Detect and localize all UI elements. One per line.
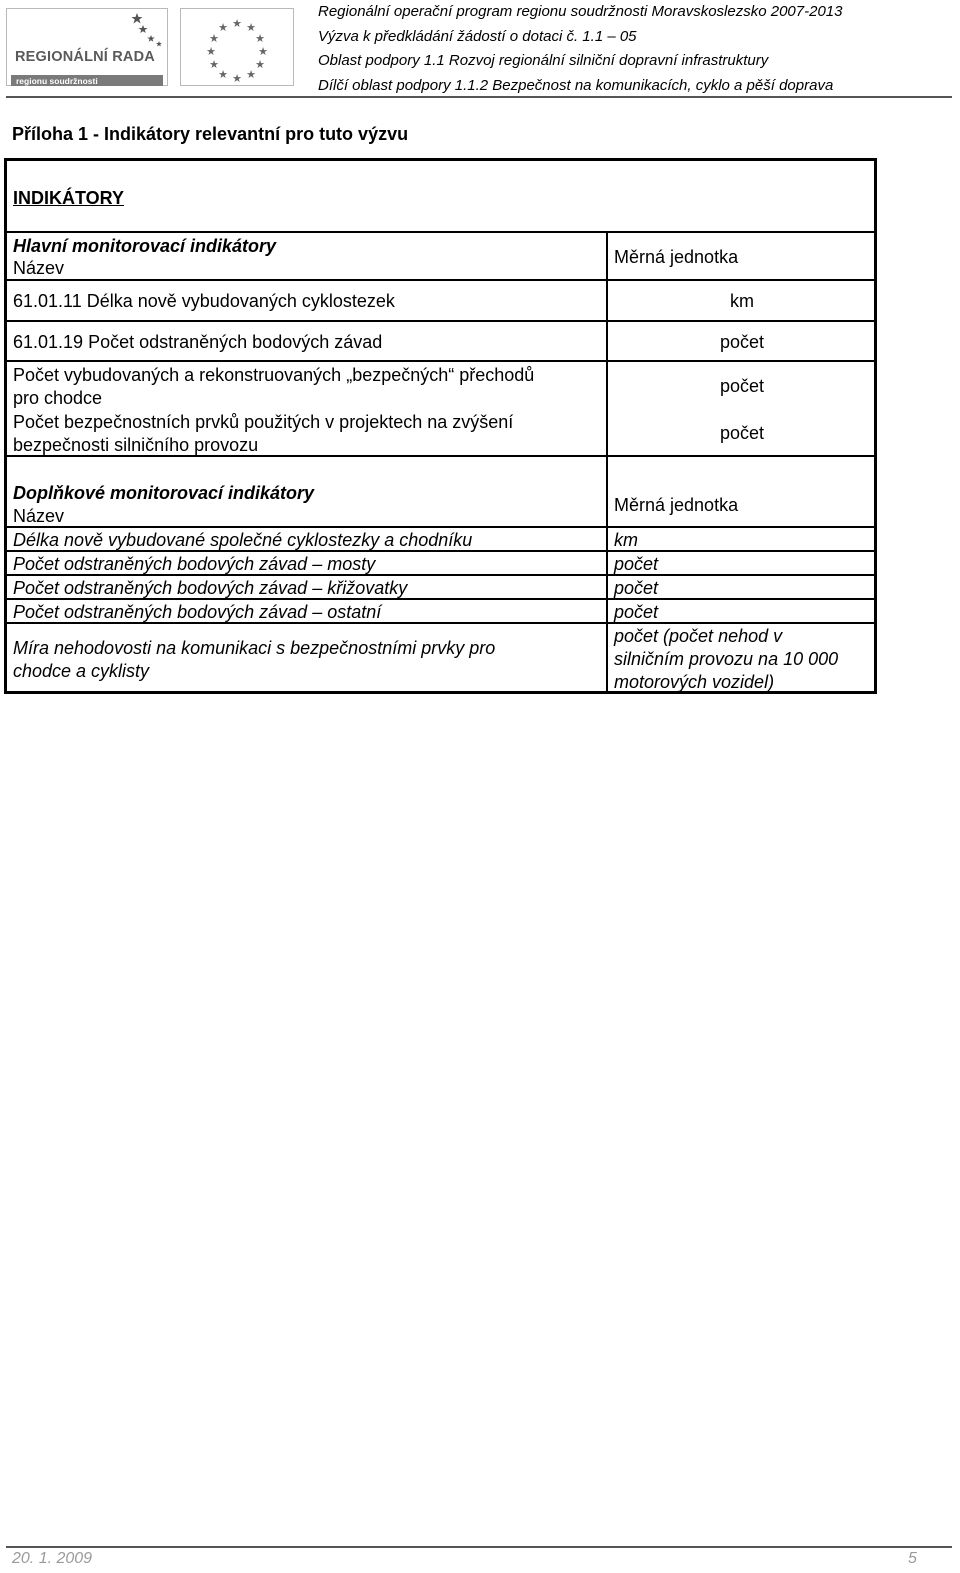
eu-stars-icon xyxy=(107,11,167,51)
supp-row-2-unit: počet xyxy=(614,554,659,574)
main-row-2-unit: počet xyxy=(719,332,765,352)
svg-text:★: ★ xyxy=(246,68,256,81)
supp-row-2-name: Počet odstraněných bodových závad – mosty xyxy=(13,554,376,574)
main-row-4-unit: počet xyxy=(719,423,765,443)
header-divider xyxy=(6,96,952,98)
header-support-area: Oblast podpory 1.1 Rozvoj regionální silniční dopravní infrastruktury xyxy=(318,52,769,69)
svg-text:★: ★ xyxy=(209,58,219,71)
svg-text:★: ★ xyxy=(232,17,242,30)
svg-text:★: ★ xyxy=(206,45,216,58)
main-row-1-unit: km xyxy=(730,291,754,311)
svg-text:★: ★ xyxy=(255,58,265,71)
table-divider xyxy=(7,360,874,362)
supp-row-4-name: Počet odstraněných bodových závad – ostatní xyxy=(13,602,382,622)
supp-row-3-unit: počet xyxy=(614,578,659,598)
main-name-header: Název xyxy=(13,258,65,278)
supp-row-5-unit-line3: motorových vozidel) xyxy=(614,672,775,692)
footer-date: 20. 1. 2009 xyxy=(12,1550,93,1567)
supp-unit-header: Měrná jednotka xyxy=(614,495,739,515)
svg-text:★: ★ xyxy=(218,68,228,81)
main-row-4-name-line1: Počet bezpečnostních prvků použitých v projektech na zvýšení xyxy=(13,412,514,432)
main-row-3-name-line1: Počet vybudovaných a rekonstruovaných „bezpečných“ přechodů xyxy=(13,365,535,385)
supp-row-1-name: Délka nově vybudované společné cyklostezky a chodníku xyxy=(13,530,473,550)
svg-text:★: ★ xyxy=(232,72,242,85)
indicators-table xyxy=(4,158,877,694)
supp-row-1-unit: km xyxy=(614,530,638,550)
main-unit-header: Měrná jednotka xyxy=(614,247,739,267)
svg-text:★: ★ xyxy=(209,32,219,45)
eu-flag-logo xyxy=(180,8,294,86)
header-text-block xyxy=(318,0,842,98)
supp-row-5-name-line2: chodce a cyklisty xyxy=(13,661,150,681)
main-row-2-name: 61.01.19 Počet odstraněných bodových závad xyxy=(13,332,383,352)
supp-row-5-unit-line2: silničním provozu na 10 000 xyxy=(614,649,839,669)
main-row-3-unit: počet xyxy=(719,376,765,396)
header-call: Výzva k předkládání žádostí o dotaci č. 1.1 – 05 xyxy=(318,27,637,45)
footer-divider xyxy=(6,1546,952,1548)
svg-text:★: ★ xyxy=(218,21,228,34)
regionalni-rada-logo xyxy=(6,8,168,96)
table-column-divider xyxy=(606,455,608,691)
main-row-3-name-line2: pro chodce xyxy=(13,388,103,408)
svg-text:★: ★ xyxy=(255,32,265,45)
svg-text:★: ★ xyxy=(258,45,268,58)
svg-text:★: ★ xyxy=(246,21,256,34)
main-row-4-name-line2: bezpečnosti silničního provozu xyxy=(13,435,259,455)
supp-name-header: Název xyxy=(13,506,65,526)
table-divider xyxy=(7,526,874,528)
page-title: Příloha 1 - Indikátory relevantní pro tuto výzvu xyxy=(12,124,409,144)
supp-row-5-unit-line1: počet (počet nehod v xyxy=(614,626,783,646)
table-divider xyxy=(7,231,874,233)
header-program: Regionální operační program regionu soudržnosti Moravskoslezsko 2007-2013 xyxy=(318,3,843,20)
logo-title: REGIONÁLNÍ RADA xyxy=(15,49,155,65)
supp-row-3-name: Počet odstraněných bodových závad – křižovatky xyxy=(13,578,408,598)
supp-row-5-name-line1: Míra nehodovosti na komunikaci s bezpečnostními prvky pro xyxy=(13,638,496,658)
supp-indicators-label: Doplňkové monitorovací indikátory xyxy=(13,483,315,503)
main-row-1-name: 61.01.11 Délka nově vybudovaných cyklostezek xyxy=(13,291,395,311)
eu-star-circle-icon xyxy=(181,9,293,85)
logo-subtitle: regionu soudržnosti Moravskoslezsko xyxy=(16,76,98,96)
table-heading: INDIKÁTORY xyxy=(13,188,125,208)
table-divider xyxy=(7,320,874,322)
header-sub-area: Dílčí oblast podpory 1.1.2 Bezpečnost na komunikacích, cyklo a pěší doprava xyxy=(318,76,834,94)
table-divider xyxy=(7,279,874,281)
supp-row-4-unit: počet xyxy=(614,602,659,622)
main-indicators-label: Hlavní monitorovací indikátory xyxy=(13,236,277,256)
page-number: 5 xyxy=(908,1550,917,1567)
